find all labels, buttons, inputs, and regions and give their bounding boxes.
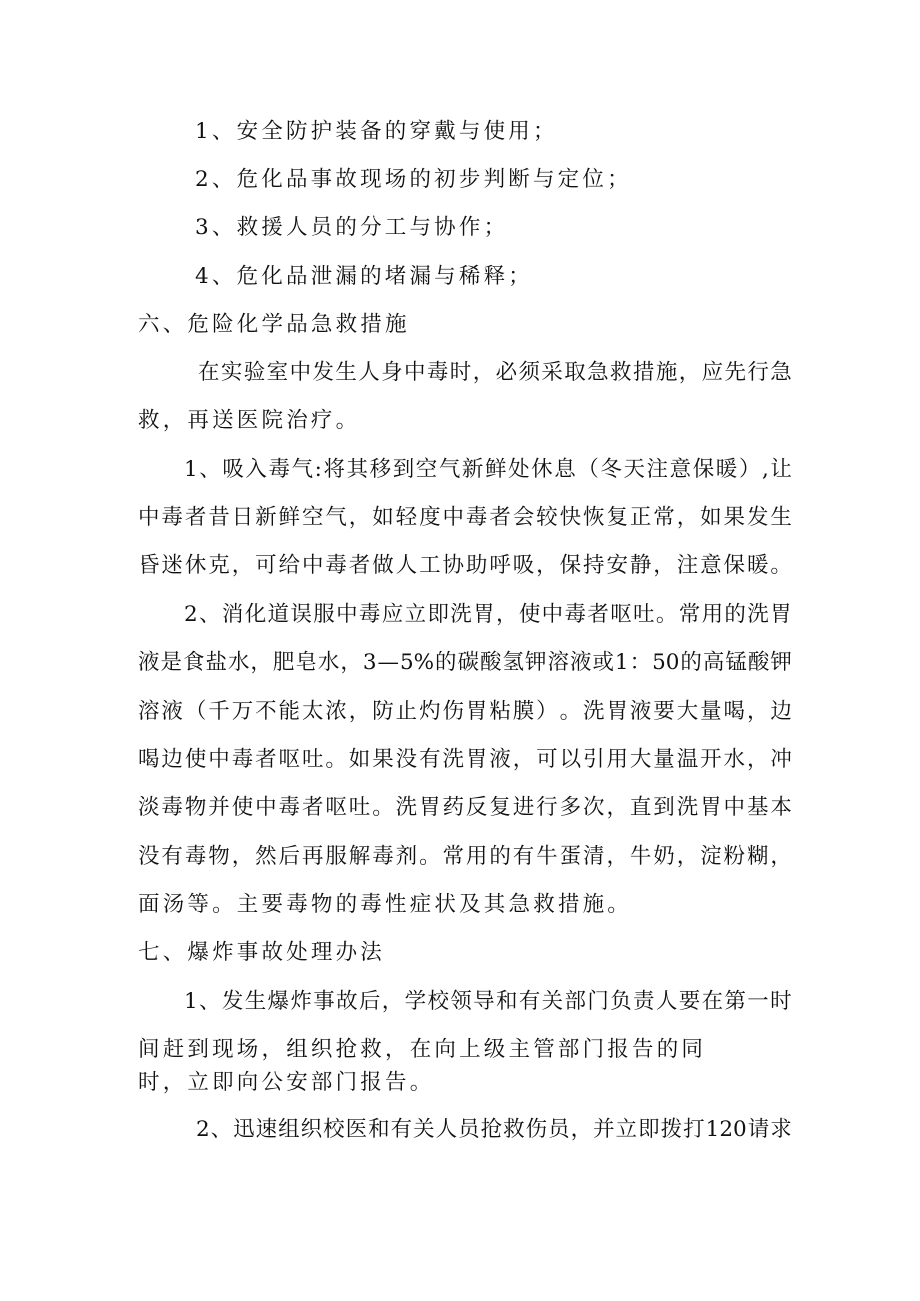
section6-item2-line-4: 喝 边 使 中 毒 者 呕 吐 。 如 果 没 有 洗 胃 液 ， 可 以 引 用 大 量 温 开 水 ， 冲 xyxy=(138,747,792,772)
section7-item1-line-3: 时，立即向公安部门报告。 xyxy=(138,1070,435,1095)
section6-heading: 六、危险化学品急救措施 xyxy=(138,312,410,337)
section6-item2-line-2: 液 是 食 盐 水 ， 肥 皂 水 ， 3 — 5% 的 碳 酸 氢 钾 溶 液 或 1 ： 50 的 高 锰 酸 钾 xyxy=(138,650,792,675)
section7-heading: 七、爆炸事故处理办法 xyxy=(138,940,386,965)
section6-item2-line-6: 没 有 毒 物 ， 然 后 再 服 解 毒 剂 。 常 用 的 有 牛 蛋 清 ， 牛 奶 ， 淀 粉 糊 ， xyxy=(138,844,792,869)
section7-item1-line-2: 间赶到现场，组织抢救，在向上级主管部门报告的同 xyxy=(138,1037,707,1062)
section6-item1-line-3: 昏 迷 休 克 ， 可 给 中 毒 者 做 人 工 协 助 呼 吸 ， 保 持 安 静 ， 注 意 保 暖 。 xyxy=(138,553,792,578)
list-item-3: 3、救援人员的分工与协作； xyxy=(195,215,509,240)
section7-item1-line-1: 1 、 发 生 爆 炸 事 故 后 ， 学 校 领 导 和 有 关 部 门 负 责 人 要 在 第 一 时 xyxy=(184,989,792,1014)
section6-item1-line-1: 1 、 吸 入 毒 气 : 将 其 移 到 空 气 新 鲜 处 休 息 （ 冬 天 注 意 保 暖 ） , 让 xyxy=(184,457,792,482)
section6-intro-line-2: 救，再送医院治疗。 xyxy=(138,408,361,433)
section6-item2-line-3: 溶 液 （ 千 万 不 能 太 浓 ， 防 止 灼 伤 胃 粘 膜 ） 。 洗 胃 液 要 大 量 喝 ， 边 xyxy=(138,699,792,724)
section6-item2-line-1: 2 、 消 化 道 误 服 中 毒 应 立 即 洗 胃 ， 使 中 毒 者 呕 吐 。 常 用 的 洗 胃 xyxy=(184,602,792,627)
section6-item2-line-7: 面汤等。主要毒物的毒性症状及其急救措施。 xyxy=(138,892,633,917)
section7-item2-line-1: 2 、 迅 速 组 织 校 医 和 有 关 人 员 抢 救 伤 员 ， 并 立 即 拨 打 120 请 求 xyxy=(196,1117,792,1142)
section6-item2-line-5: 淡 毒 物 并 使 中 毒 者 呕 吐 。 洗 胃 药 反 复 进 行 多 次 ， 直 到 洗 胃 中 基 本 xyxy=(138,795,792,820)
list-item-2: 2、危化品事故现场的初步判断与定位； xyxy=(195,167,632,192)
section6-intro-line-1: 在 实 验 室 中 发 生 人 身 中 毒 时 ， 必 须 采 取 急 救 措 施 ， 应 先 行 急 xyxy=(198,360,792,385)
section6-item1-line-2: 中 毒 者 昔 日 新 鲜 空 气 ， 如 轻 度 中 毒 者 会 较 快 恢 复 正 常 ， 如 果 发 生 xyxy=(138,505,792,530)
list-item-1: 1、安全防护装备的穿戴与使用； xyxy=(195,119,558,144)
list-item-4: 4、危化品泄漏的堵漏与稀释； xyxy=(195,264,533,289)
